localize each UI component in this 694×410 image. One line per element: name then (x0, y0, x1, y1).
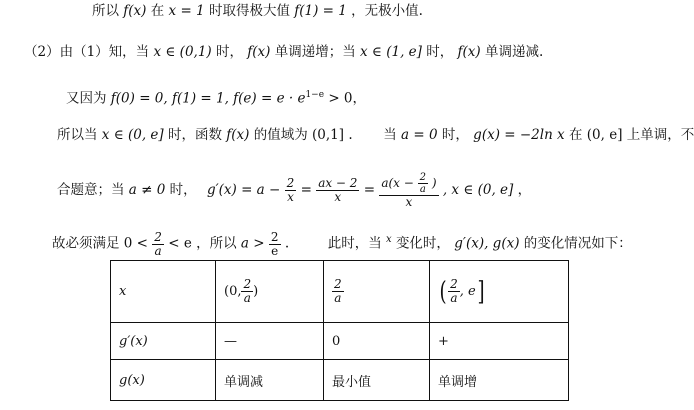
line6-t3: 此时，当 (327, 235, 382, 252)
line1-mid: 时取得极大值 (208, 3, 290, 19)
line5-eq1: = (300, 182, 312, 198)
line5-frac3-num (379, 172, 438, 196)
line2-fx2: f(x) (457, 44, 481, 60)
cell-x-point-frac (332, 278, 344, 305)
line1-suffix: ，无极小值. (351, 3, 423, 19)
table-row-gprime (111, 323, 569, 360)
line5-lhs: g′(x) = a − (206, 182, 281, 198)
line2-t3: 时， (426, 44, 454, 60)
line4-t1: 时，函数 (167, 127, 222, 143)
line3-suffix: > 0， (328, 90, 367, 107)
line1-at: 在 (150, 3, 165, 19)
cell-gprime-label: g′(x) (111, 323, 216, 360)
line6-ineq-c: a > (240, 235, 265, 252)
line6-var: x (386, 234, 392, 245)
line5-frac3-num-a: a(x − (381, 176, 414, 190)
line2-t2: 单调递增；当 (274, 44, 356, 60)
line6-t2: . (284, 235, 290, 252)
cell-x-point-den: a (334, 291, 342, 305)
line5-frac3-inner (418, 172, 428, 195)
line6-funcs: g′(x), g(x) (454, 235, 520, 252)
cell-x-interval2-mid: , e (459, 284, 476, 299)
line5-frac3-inner-den: a (419, 184, 426, 195)
cell-x-interval2-num: 2 (450, 277, 458, 291)
cell-g-2: 最小值 (324, 360, 430, 401)
line1-val: f(1) = 1 (294, 3, 347, 19)
line1-cond: x = 1 (168, 3, 205, 19)
line5-frac1-den: x (287, 190, 294, 204)
line4-t2: 的值域为 (253, 127, 308, 143)
cell-x-label: x (111, 261, 216, 323)
line5-t1: 时， (169, 182, 197, 198)
line3-expr: f(0) = 0, f(1) = 1, f(e) = e · e (110, 90, 306, 107)
line2-fx1: f(x) (247, 44, 271, 60)
line4-t7: 上单调，不 (626, 127, 694, 143)
table-row-x (111, 261, 569, 323)
line6-frac2-den: e (271, 243, 279, 258)
line4-cond: x ∈ (0, e] (101, 127, 164, 143)
line6-prefix: 故必须满足 (52, 235, 120, 252)
line-1 (92, 2, 423, 20)
line5-frac3-den: x (405, 195, 413, 209)
line4-t5: 时， (441, 127, 469, 143)
line6-t5: 的变化情况如下： (523, 235, 632, 252)
line2-cond2: x ∈ (1, e] (360, 44, 422, 60)
line-5 (57, 168, 531, 212)
line5-frac2-den: x (334, 190, 342, 204)
line6-ineq-b: < e (168, 235, 192, 252)
line4-prefix: 所以当 (57, 127, 98, 143)
cell-x-interval2 (430, 261, 569, 323)
cell-x-interval1-frac (241, 278, 253, 305)
line6-t1: ，所以 (196, 235, 237, 252)
line6-frac1-num: 2 (154, 229, 162, 244)
cell-gprime-1: — (216, 323, 324, 360)
cell-x-interval2-frac (448, 278, 460, 305)
line3-prefix: 又因为 (66, 90, 107, 107)
cell-x-interval1-post: ) (253, 284, 259, 299)
line5-frac1-num: 2 (286, 176, 295, 190)
cell-g-label: g(x) (111, 360, 216, 401)
line5-end: ， (517, 182, 532, 198)
line5-frac2-num: ax − 2 (318, 176, 358, 190)
line5-cond: a ≠ 0 (128, 182, 166, 198)
line5-tail: , x ∈ (0, e] (442, 182, 514, 198)
line5-frac1 (285, 177, 297, 204)
line6-t4: 变化时， (395, 235, 450, 252)
cell-g-1: 单调减 (216, 360, 324, 401)
line4-t3: . (348, 127, 353, 143)
cell-g-3: 单调增 (430, 360, 569, 401)
cell-x-interval2-close: ] (477, 276, 485, 307)
line1-fx: f(x) (123, 3, 147, 19)
line5-frac3-num-b: ) (431, 176, 437, 190)
cell-x-interval2-den: a (450, 291, 458, 305)
line3-exp: 1−e (305, 90, 325, 100)
line4-range: (0,1] (312, 127, 345, 143)
line1-prefix: 所以 (92, 3, 119, 19)
line5-prefix: 合题意；当 (57, 182, 125, 198)
line6-frac1 (152, 231, 164, 258)
line6-ineq-a: 0 < (123, 235, 148, 252)
line6-frac2-num: 2 (270, 229, 279, 244)
line5-eq2: = (363, 182, 376, 198)
table-row-g (111, 360, 569, 401)
line2-cond1: x ∈ (0,1) (153, 44, 212, 60)
line-4 (57, 126, 694, 144)
variation-table (110, 260, 569, 401)
line4-fx: f(x) (226, 127, 250, 143)
cell-x-interval1 (216, 261, 324, 323)
cell-gprime-3: + (430, 323, 569, 360)
line-6 (52, 222, 632, 262)
line5-frac3-inner-num: 2 (419, 172, 427, 183)
line2-t1: 时， (215, 44, 243, 60)
line5-frac3 (379, 172, 438, 209)
line-3 (66, 86, 366, 108)
cell-x-interval1-den: a (243, 291, 251, 305)
line6-frac1-den: a (154, 243, 162, 258)
line-2 (24, 43, 543, 61)
line2-prefix: （2）由（1）知，当 (24, 44, 150, 60)
line4-interval: (0, e] (586, 127, 623, 143)
cell-x-interval1-num: 2 (243, 277, 252, 291)
cell-x-interval1-pre: (0, (224, 284, 242, 299)
line4-gx: g(x) = −2ln x (473, 127, 565, 143)
cell-x-point-num: 2 (334, 277, 342, 291)
line6-frac2 (269, 231, 281, 258)
cell-x-interval2-open: ( (439, 276, 447, 307)
line4-t4: 当 (383, 127, 397, 143)
line2-t4: 单调递减. (484, 44, 544, 60)
cell-x-point (324, 261, 430, 323)
line4-a0: a = 0 (401, 127, 438, 143)
line4-t6: 在 (568, 127, 583, 143)
line5-frac2 (316, 177, 359, 204)
cell-gprime-2: 0 (324, 323, 430, 360)
